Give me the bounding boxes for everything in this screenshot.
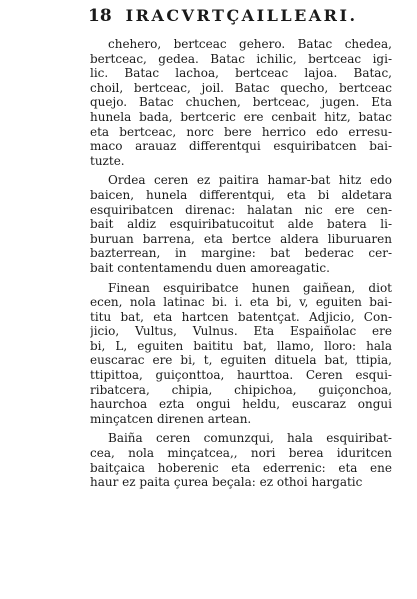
paragraph	[90, 281, 392, 427]
text-line: Ordea ceren ez paitira hamar-bat hitz edo	[108, 173, 392, 188]
text-line: Baiña ceren comunzqui, hala esquiribat-	[108, 431, 392, 446]
text-line: baicen, hunela differentqui, eta bi aldetara	[90, 187, 392, 202]
text-line: haurchoa ezta ongui heldu, euscaraz ongui	[90, 397, 392, 412]
page-header	[88, 6, 388, 32]
text-line: buruan barrena, eta bertce aldera liburuaren	[90, 231, 392, 246]
text-line: hunela bada, bertceric ere cenbait hitz, batac	[90, 109, 392, 124]
text-line: euscarac ere bi, t, eguiten dituela bat, ttipia,	[90, 353, 392, 368]
text-line: tuzte.	[90, 153, 125, 168]
text-line: ttipittoa, guiçonttoa, haurttoa. Ceren esqui-	[90, 368, 392, 383]
text-line: bait contentamendu duen amoreagatic.	[90, 260, 330, 275]
text-line: titu bat, eta hartcen batentçat. Adjicio, Con-	[90, 309, 392, 324]
text-line: bazterrean, in margine: bat bederac cer-	[90, 246, 392, 261]
text-line: quejo. Batac chuchen, bertceac, jugen. Eta	[90, 95, 392, 110]
text-line: ecen, nola latinac bi. i. eta bi, v, eguiten bai-	[90, 295, 392, 310]
paragraph	[90, 37, 392, 168]
text-line: eta bertceac, norc bere herrico edo erresu-	[90, 124, 392, 139]
paragraph	[90, 173, 392, 275]
text-line: bertceac, gedea. Batac ichilic, bertceac igi-	[90, 51, 392, 66]
text-line: bi, L, eguiten baititu bat, llamo, lloro: hala	[90, 338, 392, 353]
text-line: cea, nola minçatcea,, nori berea iduritcen	[90, 446, 392, 461]
text-line: haur ez paita çurea beçala: ez othoi hargatic	[90, 475, 363, 490]
page-body	[90, 37, 392, 490]
text-line: choil, bertceac, joil. Batac quecho, bertceac	[90, 80, 392, 95]
text-line: chehero, bertceac gehero. Batac chedea,	[108, 37, 392, 51]
text-line: jicio, Vultus, Vulnus. Eta Espaiñolac ere	[90, 324, 392, 339]
page-number: 18	[88, 6, 112, 26]
text-line: minçatcen direnen artean.	[90, 411, 252, 426]
paragraph	[90, 431, 392, 489]
text-line: baitçaica hoberenic eta ederrenic: eta ene	[90, 460, 392, 475]
text-line: bait aldiz esquiribatucoitut alde batera li-	[90, 217, 392, 232]
text-line: lic. Batac lachoa, bertceac lajoa. Batac,	[90, 66, 392, 81]
text-line: Finean esquiribatce hunen gaiñean, diot	[108, 280, 392, 295]
text-line: esquiribatcen direnac: halatan nic ere cen-	[90, 202, 392, 217]
text-line: maco arauaz differentqui esquiribatcen bai-	[90, 139, 392, 154]
running-title: IRACVRTÇAILLEARI.	[125, 6, 358, 25]
text-line: ribatcera, chipia, chipichoa, guiçonchoa,	[90, 382, 392, 397]
